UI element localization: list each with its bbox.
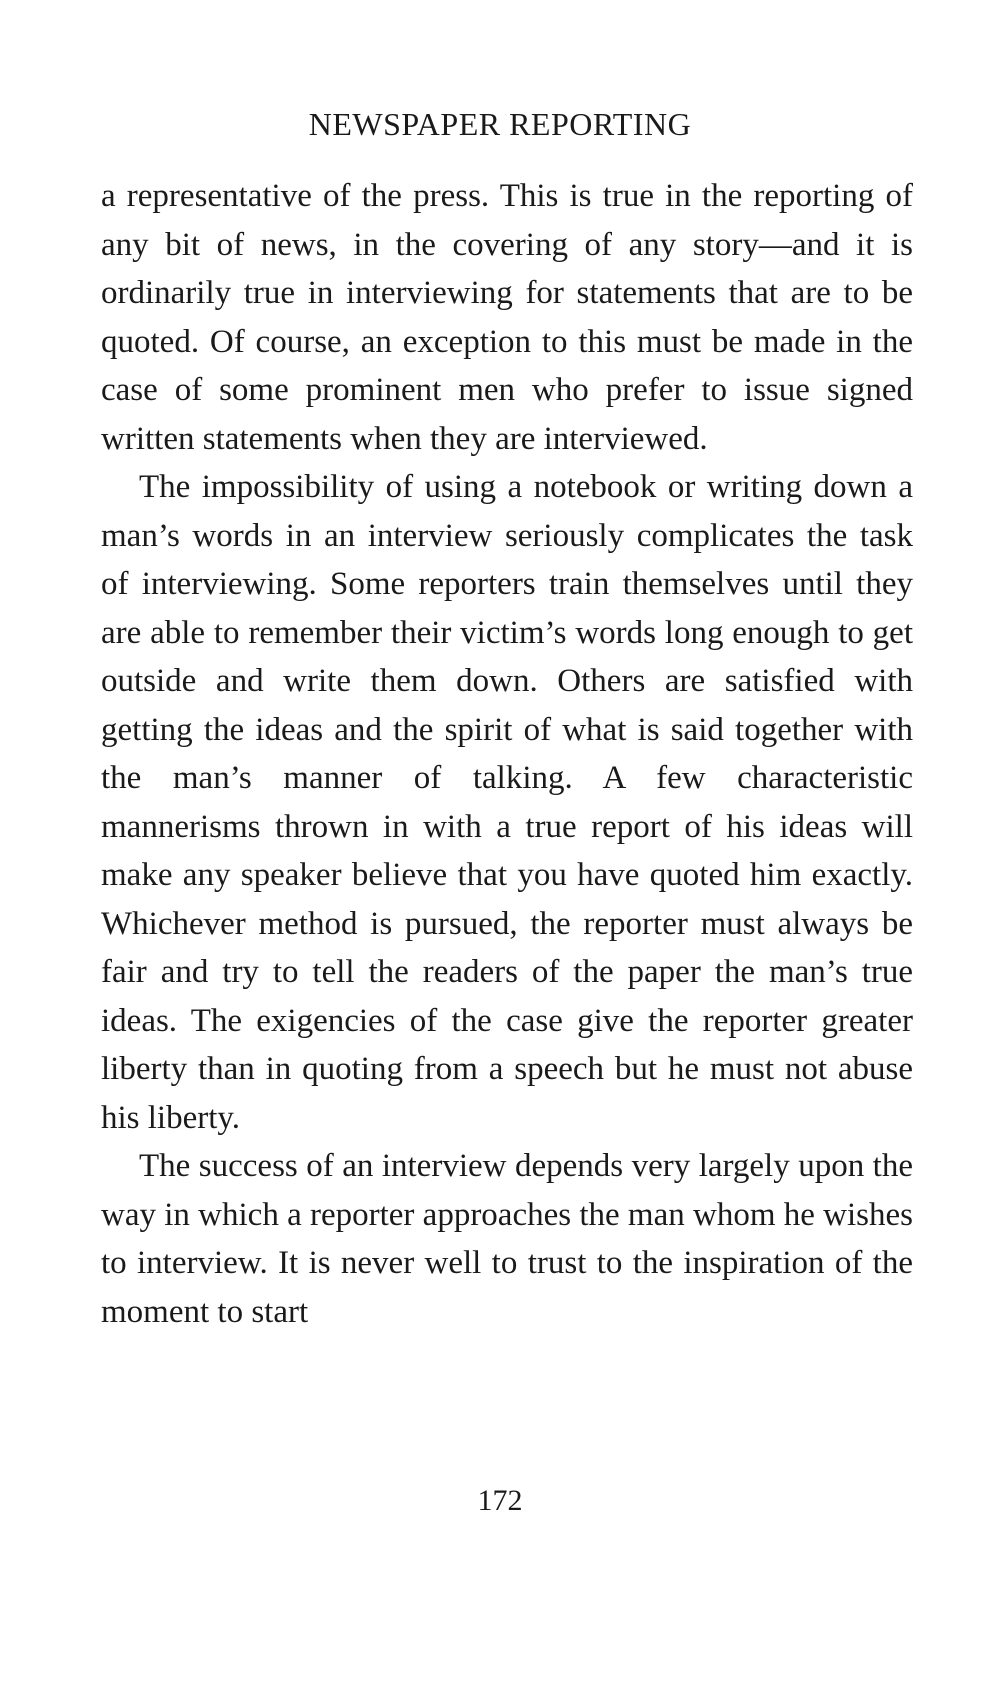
paragraph-interview-notes: The impossibility of using a notebook or writing down a man’s words in an interview seriously complicates the task of interviewing. Some reporters train themselves until they are able to remember their victim’s words long enough to get outside and write them down. Others are satisfied with getting the ideas and the spirit of what is said together with the man’s manner of talking. A few characteristic mannerisms thrown in with a true report of his ideas will make any speaker believe that you have quoted him exactly. Whichever method is pursued, the reporter must always be fair and try to tell the readers of the paper the man’s true ideas. The exigencies of the case give the reporter greater liberty than in quoting from a speech but he must not abuse his liberty. xyxy=(101,469,913,1136)
paragraph-interview-approach: The success of an interview depends very largely upon the way in which a reporter approaches the man whom he wishes to interview. It is never well to trust to the inspiration of the moment to start xyxy=(101,1148,913,1330)
page-number: 172 xyxy=(477,1484,523,1517)
paragraph-continued: a representative of the press. This is true in the reporting of any bit of news, in the covering of any story—and it is ordinarily true in interviewing for statements that are to be quoted. Of course, an exception to this must be made in the case of some prominent men who prefer to issue signed written statements when they are interviewed. xyxy=(101,178,913,457)
running-head-title: NEWSPAPER REPORTING xyxy=(308,106,692,142)
body-text xyxy=(101,172,913,1336)
